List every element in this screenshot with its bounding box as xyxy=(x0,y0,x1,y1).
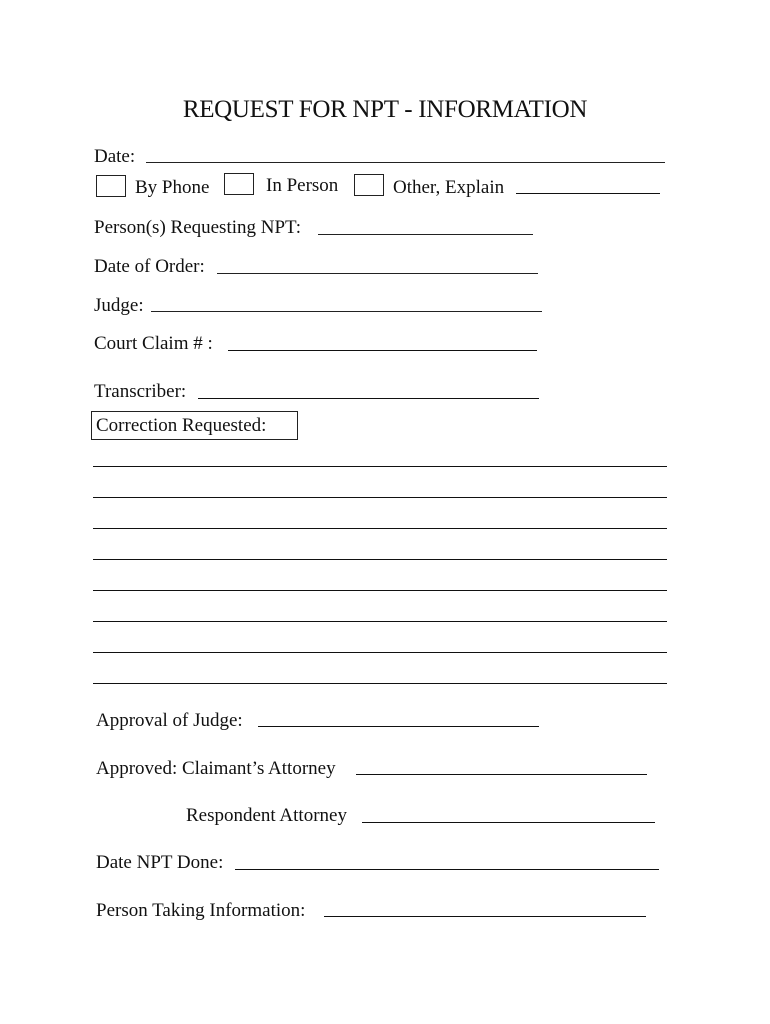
correction-line[interactable] xyxy=(93,621,667,622)
person-taking-information-field[interactable] xyxy=(324,916,646,917)
correction-line[interactable] xyxy=(93,528,667,529)
date-npt-done-field[interactable] xyxy=(235,869,659,870)
persons-requesting-field[interactable] xyxy=(318,234,533,235)
in-person-checkbox[interactable] xyxy=(224,173,254,195)
approved-claimant-attorney-field[interactable] xyxy=(356,774,647,775)
approval-of-judge-field[interactable] xyxy=(258,726,539,727)
date-npt-done-label: Date NPT Done: xyxy=(96,852,224,873)
judge-label: Judge: xyxy=(94,295,144,316)
court-claim-label: Court Claim # : xyxy=(94,333,213,354)
date-label: Date: xyxy=(94,146,136,167)
respondent-attorney-label: Respondent Attorney xyxy=(186,805,347,826)
correction-line[interactable] xyxy=(93,497,667,498)
person-taking-information-label: Person Taking Information: xyxy=(96,900,306,921)
other-explain-label: Other, Explain xyxy=(393,177,505,198)
by-phone-label: By Phone xyxy=(135,177,210,198)
correction-line[interactable] xyxy=(93,590,667,591)
respondent-attorney-field[interactable] xyxy=(362,822,655,823)
transcriber-field[interactable] xyxy=(198,398,539,399)
other-explain-checkbox[interactable] xyxy=(354,174,384,196)
by-phone-checkbox[interactable] xyxy=(96,175,126,197)
court-claim-field[interactable] xyxy=(228,350,537,351)
approval-of-judge-label: Approval of Judge: xyxy=(96,710,243,731)
date-field[interactable] xyxy=(146,162,665,163)
date-of-order-label: Date of Order: xyxy=(94,256,205,277)
persons-requesting-label: Person(s) Requesting NPT: xyxy=(94,217,301,238)
correction-line[interactable] xyxy=(93,652,667,653)
other-explain-field[interactable] xyxy=(516,193,660,194)
form-title: REQUEST FOR NPT - INFORMATION xyxy=(182,96,588,123)
transcriber-label: Transcriber: xyxy=(94,381,187,402)
judge-field[interactable] xyxy=(151,311,542,312)
correction-line[interactable] xyxy=(93,683,667,684)
approved-claimant-attorney-label: Approved: Claimant’s Attorney xyxy=(96,758,336,779)
correction-line[interactable] xyxy=(93,466,667,467)
correction-requested-label: Correction Requested: xyxy=(91,411,298,440)
date-of-order-field[interactable] xyxy=(217,273,538,274)
correction-line[interactable] xyxy=(93,559,667,560)
in-person-label: In Person xyxy=(266,175,339,196)
